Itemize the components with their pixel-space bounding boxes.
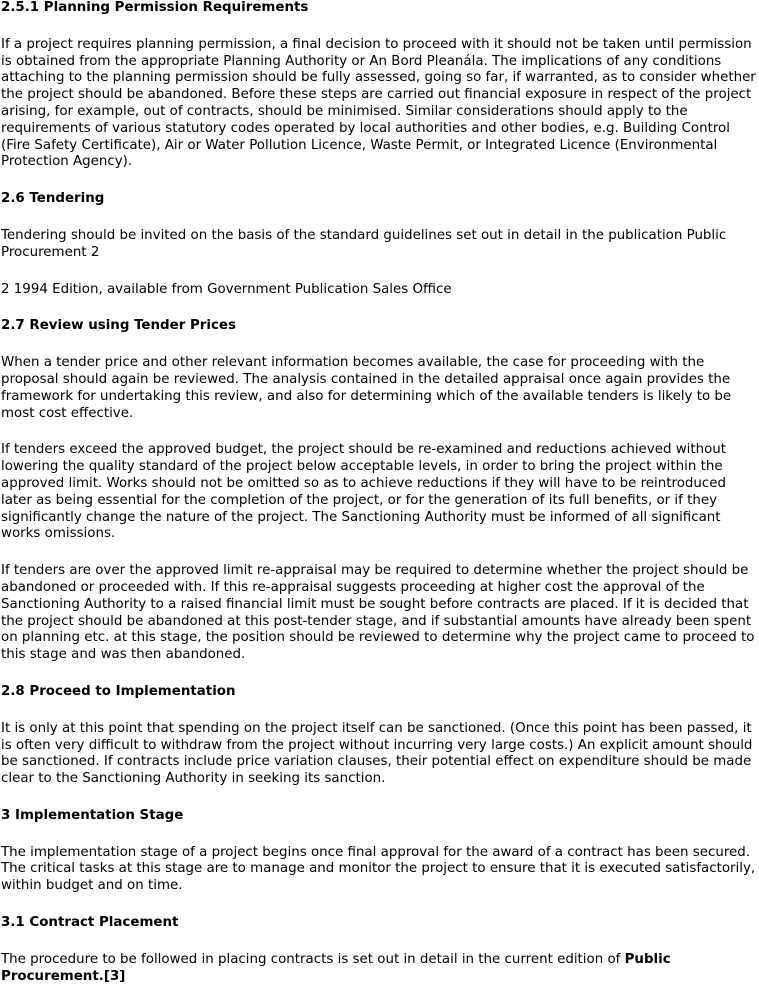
- section-heading-2-7: 2.7 Review using Tender Prices: [1, 318, 236, 334]
- paragraph-implementation: The implementation stage of a project begins once final approval for the award of a contract has been secured. The critical tasks at this stage are to manage and monitor the project to ensure that it is executed satisfactorily, within budget and on time.: [1, 844, 756, 894]
- paragraph-contract-placement: [1, 952, 758, 986]
- section-heading-2-5-1: 2.5.1 Planning Permission Requirements: [1, 0, 309, 15]
- paragraph-review-2: If tenders exceed the approved budget, the project should be re-examined and reductions achieved without lowering the quality standard of the project below acceptable levels, in order to bring the project within the approved limit. Works should not be omitted so as to achieve reductions if they will have to be reintroduced later as being essential for the completion of the project, or for the generation of its full benefits, or if they significantly change the nature of the project. The Sanctioning Authority must be informed of all significant works omissions.: [1, 442, 727, 542]
- section-heading-2-8: 2.8 Proceed to Implementation: [1, 683, 236, 699]
- contract-placement-text: The procedure to be followed in placing contracts is set out in detail in the current edition of: [1, 951, 625, 967]
- footnote-2: 2 1994 Edition, available from Government Publication Sales Office: [1, 281, 452, 297]
- paragraph-tendering: Tendering should be invited on the basis of the standard guidelines set out in detail in the publication Public Procurement 2: [1, 227, 727, 260]
- paragraph-review-3: If tenders are over the approved limit re-appraisal may be required to determine whether the project should be abandoned or proceeded with. If this re-appraisal suggests proceeding at higher cost the approval of the Sanctioning Authority to a raised financial limit must be sought before contracts are placed. If it is decided that the project should be abandoned at this post-tender stage, and if substantial amounts have already been spent on planning etc. at this stage, the position should be reviewed to determine why the project came to proceed to this stage and was then abandoned.: [1, 563, 755, 663]
- section-heading-3-1: 3.1 Contract Placement: [1, 915, 179, 931]
- paragraph-review-1: When a tender price and other relevant information becomes available, the case for proceeding with the proposal should again be reviewed. The analysis contained in the detailed appraisal once again provides the framework for undertaking this review, and also for determining which of the available tenders is likely to be most cost effective.: [1, 355, 732, 421]
- paragraph-planning-permission: If a project requires planning permission, a final decision to proceed with it should not be taken until permission is obtained from the appropriate Planning Authority or An Bord Pleanála. The implications of any conditions attaching to the planning permission should be fully assessed, going so far, if warranted, as to consider whether the project should be abandoned. Before these steps are carried out financial exposure in respect of the project arising, for example, out of contracts, should be minimised. Similar considerations should apply to the requirements of various statutory codes operated by local authorities and other bodies, e.g. Building Control (Fire Safety Certificate), Air or Water Pollution Licence, Waste Permit, or Integrated Licence (Environmental Protection Agency).: [1, 36, 756, 170]
- section-heading-3: 3 Implementation Stage: [1, 807, 184, 823]
- public-procurement-reference: Public Procurement.[3]: [1, 951, 671, 984]
- section-heading-2-6: 2.6 Tendering: [1, 191, 105, 207]
- paragraph-proceed: It is only at this point that spending on the project itself can be sanctioned. (Once this point has been passed, it is often very difficult to withdraw from the project without incurring very large costs.) An explicit amount should be sanctioned. If contracts include price variation clauses, their potential effect on expenditure should be made clear to the Sanctioning Authority in seeking its sanction.: [1, 720, 753, 787]
